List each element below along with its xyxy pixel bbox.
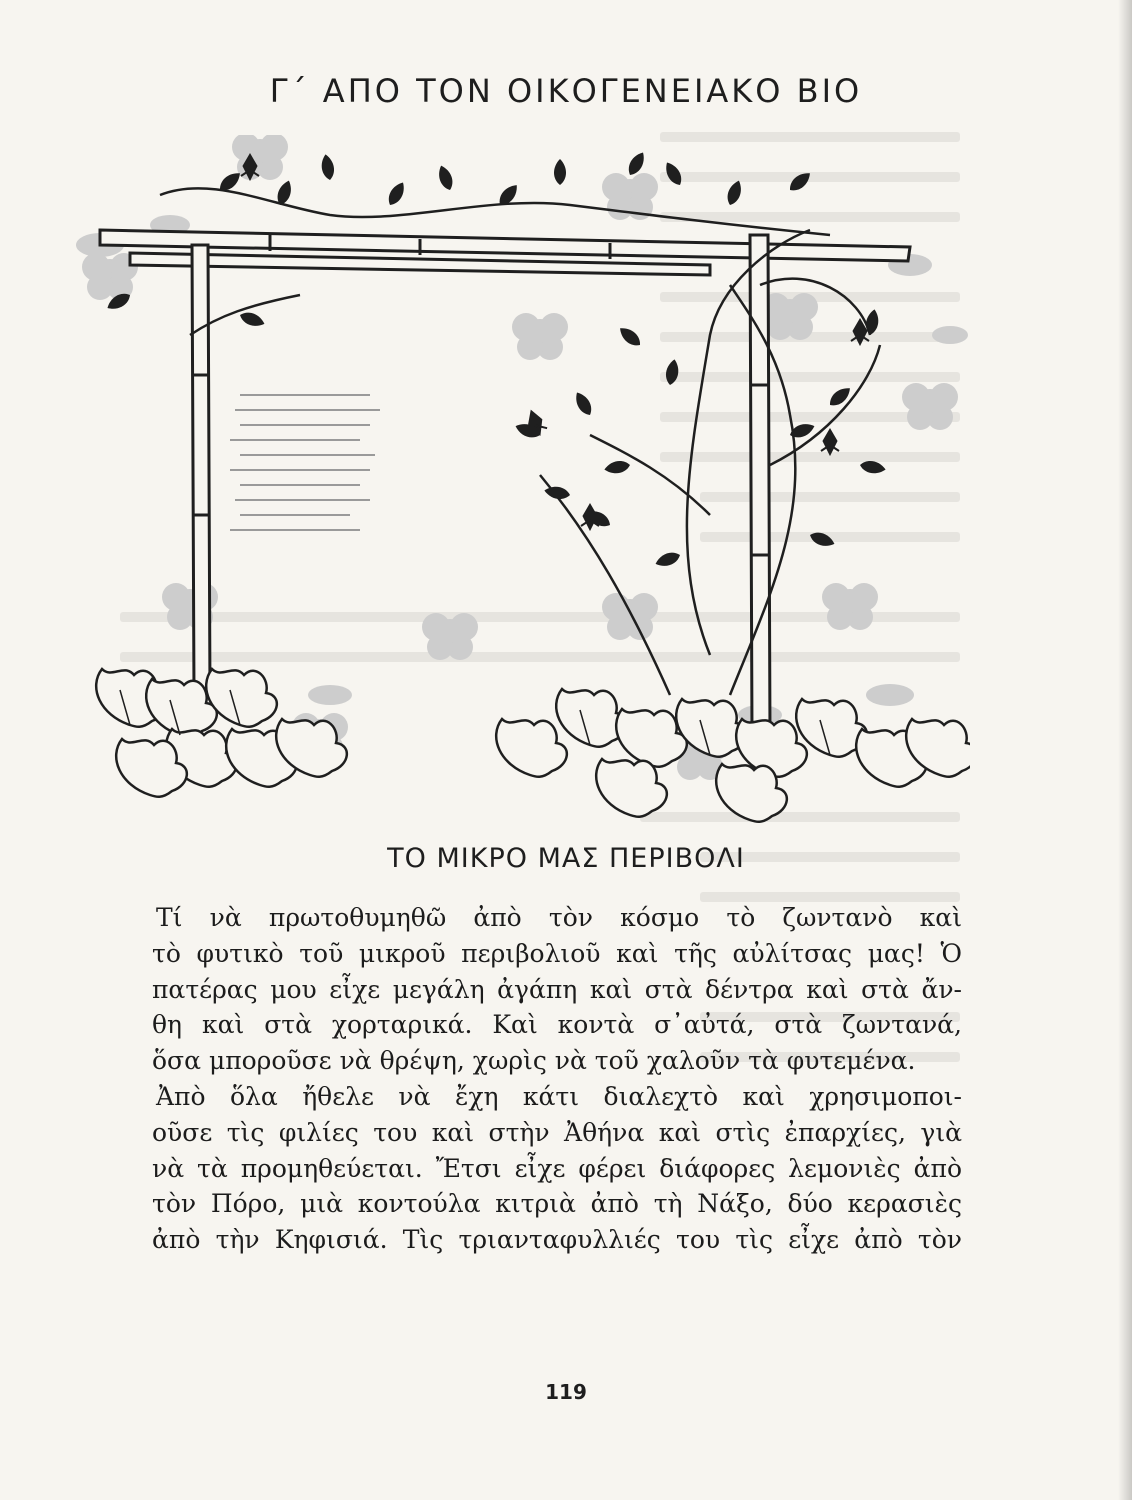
body-line: ὅσα μποροῦσε νὰ θρέψη, χωρὶς νὰ τοῦ χαλοῦν τὰ φυτεμένα. bbox=[152, 1046, 916, 1076]
ground-plants bbox=[96, 669, 970, 822]
body-line: οῦσε τὶς φιλίες του καὶ στὴν Ἀθήνα καὶ στὶς ἐπαρχίες, γιὰ bbox=[152, 1117, 962, 1147]
body-line: τὸν Πόρο, μιὰ κοντούλα κιτριὰ ἀπὸ τὴ Νάξο, δύο κερασιὲς bbox=[152, 1189, 962, 1219]
body-line: πατέρας μου εἶχε μεγάλη ἀγάπη καὶ στὰ δέντρα καὶ στὰ ἄν- bbox=[152, 974, 962, 1004]
page-number: 119 bbox=[545, 1380, 587, 1404]
body-line: Ἀπὸ ὅλα ἤθελε νὰ ἔχη κάτι διαλεχτὸ καὶ χρησιμοποι- bbox=[156, 1081, 962, 1111]
chapter-body bbox=[152, 900, 962, 1258]
body-line: νὰ τὰ προμηθεύεται. Ἔτσι εἶχε φέρει διάφορες λεμονιὲς ἀπὸ bbox=[152, 1153, 962, 1183]
body-line: Τί νὰ πρωτοθυμηθῶ ἀπὸ τὸν κόσμο τὸ ζωντανὸ καὶ bbox=[156, 903, 962, 932]
chapter-title: ΤΟ ΜΙΚΡΟ ΜΑΣ ΠΕΡΙΒΟΛΙ bbox=[387, 843, 745, 874]
page-edge-shadow bbox=[1118, 0, 1132, 1500]
garden-trellis-illustration bbox=[70, 135, 970, 825]
body-line: ἀπὸ τὴν Κηφισιά. Τὶς τριανταφυλλιές του τὶς εἶχε ἀπὸ τὸν bbox=[152, 1225, 962, 1255]
section-header: Γ΄ ΑΠΟ ΤΟΝ ΟΙΚΟΓΕΝΕΙΑΚΟ ΒΙΟ bbox=[269, 72, 863, 110]
body-line: τὸ φυτικὸ τοῦ μικροῦ περιβολιοῦ καὶ τῆς αὐλίτσας μας! Ὁ bbox=[152, 938, 962, 968]
body-line: θη καὶ στὰ χορταρικά. Καὶ κοντὰ σ᾽αὐτά, στὰ ζωντανά, bbox=[152, 1010, 962, 1040]
sky-hatching bbox=[230, 395, 380, 530]
